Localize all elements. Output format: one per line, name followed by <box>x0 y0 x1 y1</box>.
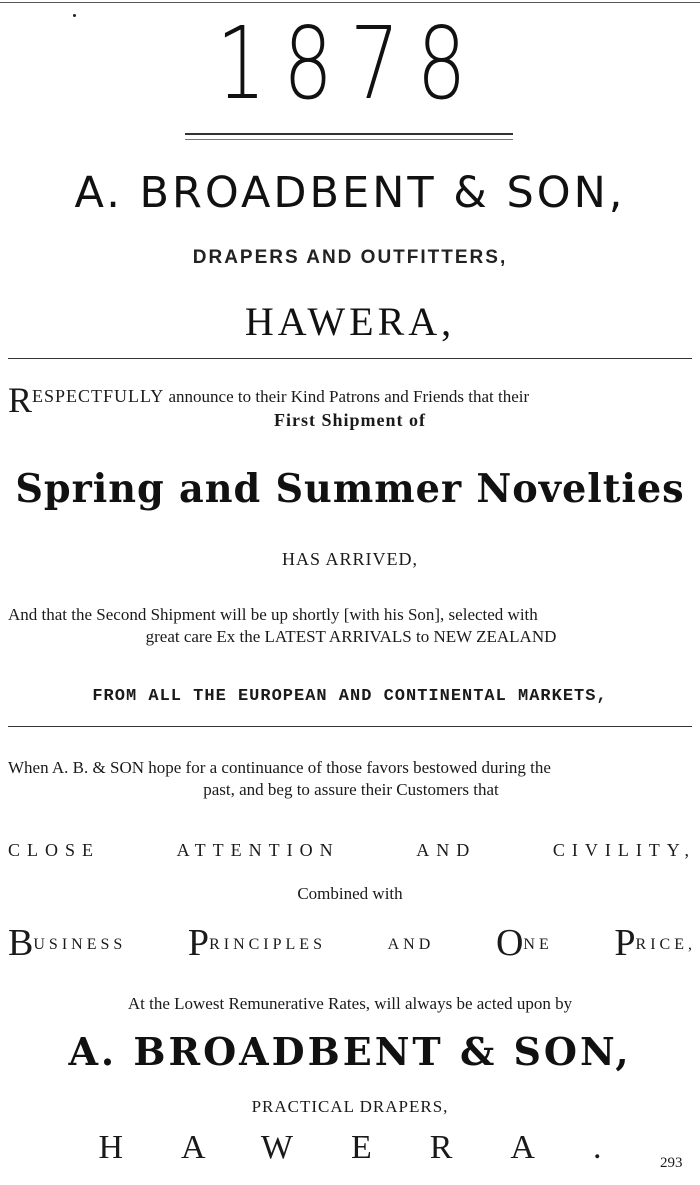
combined-with-line: Combined with <box>297 884 403 903</box>
intro-rest: announce to their Kind Patrons and Friends that their <box>168 387 530 406</box>
header-divider <box>185 133 513 140</box>
second-shipment-line-2: great care Ex the LATEST ARRIVALS to NEW ZEALAND <box>145 627 557 646</box>
continuance-paragraph <box>8 757 694 801</box>
year-heading: 1878 <box>216 5 484 122</box>
intro-lead: ESPECTFULLY <box>32 386 165 406</box>
civility-line <box>8 838 696 862</box>
town-name: HAWERA, <box>244 299 456 344</box>
trade-line: DRAPERS AND OUTFITTERS, <box>192 247 508 268</box>
page-number: 293 <box>660 1155 683 1171</box>
civility-word: ATTENTION <box>176 840 340 860</box>
business-word: PRICE, <box>614 922 696 964</box>
section-divider-1 <box>8 358 692 359</box>
second-shipment-line-1: And that the Second Shipment will be up shortly [with his Son], selected with <box>8 605 538 624</box>
footer-town-name: HAWERA. <box>98 1129 660 1166</box>
first-shipment-line: First Shipment of <box>274 410 426 430</box>
business-word: AND <box>387 936 435 953</box>
business-word: PRINCIPLES <box>187 922 326 964</box>
business-principles-line <box>8 922 696 964</box>
second-shipment-paragraph <box>8 604 694 648</box>
drop-cap: R <box>8 380 33 420</box>
ink-speck <box>73 14 76 17</box>
business-word: BUSINESS <box>8 922 127 964</box>
civility-word: CIVILITY, <box>552 840 696 860</box>
markets-line: FROM ALL THE EUROPEAN AND CONTINENTAL MARKETS, <box>92 687 608 706</box>
civility-word: CLOSE <box>8 840 101 860</box>
business-word: ONE <box>495 922 553 964</box>
continuance-line-2: past, and beg to assure their Customers that <box>203 780 499 799</box>
firm-name: A. BROADBENT & SON, <box>74 168 626 218</box>
headline-novelties: Spring and Summer Novelties <box>15 466 685 512</box>
section-divider-2 <box>8 726 692 727</box>
lowest-rates-line: At the Lowest Remunerative Rates, will always be acted upon by <box>127 994 573 1013</box>
continuance-line-1: When A. B. & SON hope for a continuance of those favors bestowed during the <box>8 758 551 777</box>
practical-drapers-line: PRACTICAL DRAPERS, <box>251 1097 449 1116</box>
top-border-rule <box>0 2 700 3</box>
footer-firm-name: A. BROADBENT & SON, <box>68 1029 632 1074</box>
has-arrived-line: HAS ARRIVED, <box>281 549 418 569</box>
civility-word: AND <box>416 840 477 860</box>
